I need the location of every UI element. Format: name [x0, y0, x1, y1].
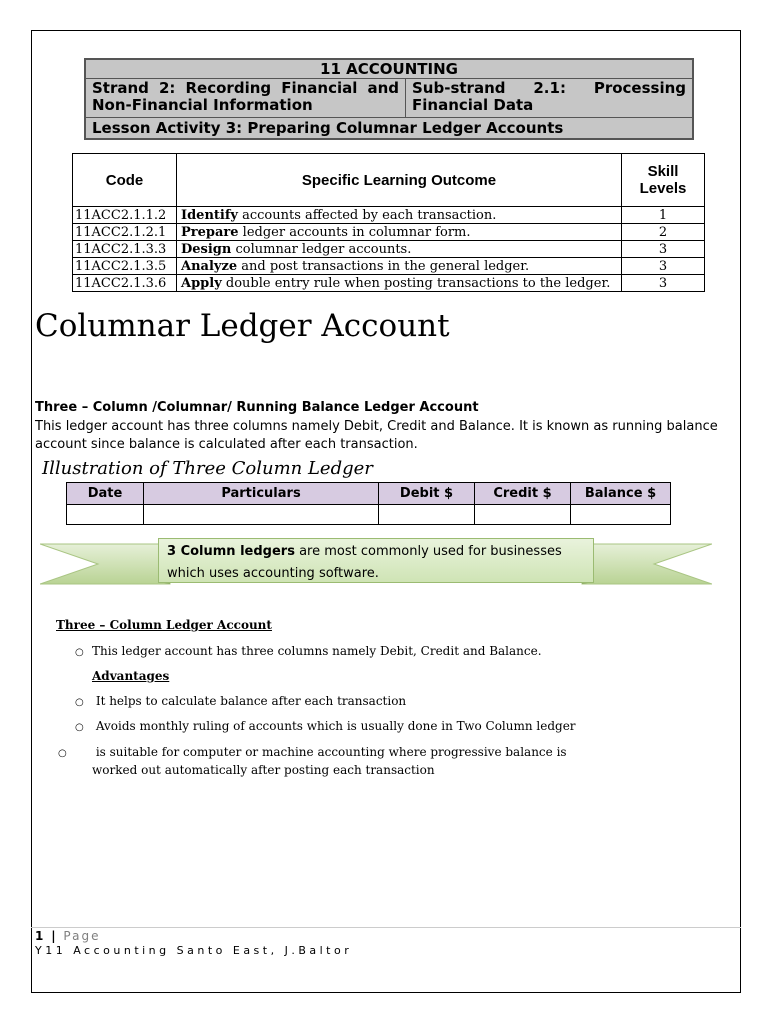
- skill-level: 3: [622, 258, 705, 275]
- outcome-rest: columnar ledger accounts.: [231, 241, 412, 257]
- outcome-rest: accounts affected by each transaction.: [237, 207, 497, 223]
- skill-level: 3: [622, 241, 705, 258]
- intro-paragraph: This ledger account has three columns namely Debit, Credit and Balance. It is known as running balance account since balance is calculated after each transaction.: [35, 419, 718, 452]
- strand-label: Strand 2: Recording Financial and Non-Financial Information: [86, 79, 406, 117]
- table-row: [73, 275, 705, 292]
- particulars-column-header: Particulars: [144, 483, 379, 505]
- advantage-text: is suitable for computer or machine accounting where progressive balance is worked out automatically after posting each transaction: [92, 745, 567, 777]
- ledger-header-row: [67, 483, 671, 505]
- advantage-text: Avoids monthly ruling of accounts which is usually done in Two Column ledger: [95, 719, 576, 733]
- skill-levels-header-text: Skill Levels: [639, 163, 687, 197]
- outcome-verb: Prepare: [181, 224, 239, 240]
- skill-level: 3: [622, 275, 705, 292]
- illustration-title: Illustration of Three Column Ledger: [42, 458, 373, 479]
- outcome-verb: Identify: [181, 207, 238, 223]
- lesson-activity: Lesson Activity 3: Preparing Columnar Ledger Accounts: [92, 119, 564, 137]
- subject-title: 11 ACCOUNTING: [86, 60, 692, 79]
- outcome-text: [177, 241, 622, 258]
- page-number: [35, 929, 100, 943]
- outcome-header: Specific Learning Outcome: [177, 154, 622, 207]
- ledger-empty-row: [67, 505, 671, 525]
- outcome-verb: Analyze: [181, 258, 238, 274]
- page-separator: |: [51, 929, 58, 943]
- learning-outcomes-table: [72, 153, 705, 292]
- strand-row: [86, 79, 692, 118]
- list-item: [75, 644, 542, 658]
- outcome-rest: ledger accounts in columnar form.: [238, 224, 471, 240]
- advantages-label: Advantages: [92, 669, 170, 683]
- outcome-text: [177, 224, 622, 241]
- advantage-text: It helps to calculate balance after each transaction: [95, 694, 407, 708]
- bullet-circle-icon: ○: [58, 748, 67, 759]
- footer-divider: [31, 927, 741, 928]
- three-column-ledger-table: [66, 482, 671, 525]
- outcome-code: 11ACC2.1.2.1: [73, 224, 177, 241]
- ledger-cell: [475, 505, 571, 525]
- outcome-text: [177, 207, 622, 224]
- page-number-value: 1: [35, 929, 46, 943]
- ledger-cell: [379, 505, 475, 525]
- outcome-code: 11ACC2.1.3.5: [73, 258, 177, 275]
- list-item: [75, 719, 576, 733]
- outcome-rest: double entry rule when posting transactions to the ledger.: [221, 275, 611, 291]
- section-heading: Three – Column /Columnar/ Running Balance Ledger Account: [35, 400, 479, 415]
- debit-column-header: Debit $: [379, 483, 475, 505]
- lesson-header: [84, 58, 694, 140]
- table-row: [73, 241, 705, 258]
- table-row: [73, 224, 705, 241]
- footer-document-info: Y11 Accounting Santo East, J.Baltor: [35, 944, 353, 957]
- ledger-cell: [144, 505, 379, 525]
- outcome-text: [177, 275, 622, 292]
- balance-column-header: Balance $: [571, 483, 671, 505]
- ledger-cell: [67, 505, 144, 525]
- outcome-code: 11ACC2.1.3.6: [73, 275, 177, 292]
- page-title: Columnar Ledger Account: [35, 308, 450, 344]
- section2-title: Three – Column Ledger Account: [56, 618, 272, 632]
- outcome-verb: Design: [181, 241, 232, 257]
- bullet-circle-icon: ○: [75, 697, 84, 708]
- ledger-cell: [571, 505, 671, 525]
- banner-rest: are most commonly used for businesses which uses accounting software.: [167, 544, 562, 581]
- skill-level: 2: [622, 224, 705, 241]
- list-item: [75, 694, 406, 708]
- table-header-row: [73, 154, 705, 207]
- date-column-header: Date: [67, 483, 144, 505]
- skill-level: 1: [622, 207, 705, 224]
- outcome-code: 11ACC2.1.3.3: [73, 241, 177, 258]
- bullet-circle-icon: ○: [75, 647, 84, 658]
- outcome-rest: and post transactions in the general ledger.: [237, 258, 530, 274]
- table-row: [73, 207, 705, 224]
- page-label: Page: [63, 929, 101, 943]
- three-column-section: [56, 618, 576, 777]
- outcome-code: 11ACC2.1.1.2: [73, 207, 177, 224]
- credit-column-header: Credit $: [475, 483, 571, 505]
- outcome-verb: Apply: [181, 275, 222, 291]
- code-header: Code: [73, 154, 177, 207]
- banner-bold: 3 Column ledgers: [167, 544, 295, 559]
- bullet-text: This ledger account has three columns namely Debit, Credit and Balance.: [92, 644, 542, 658]
- table-row: [73, 258, 705, 275]
- outcome-text: [177, 258, 622, 275]
- list-item: [58, 744, 572, 779]
- ribbon-banner-text: [158, 538, 594, 583]
- bullet-circle-icon: ○: [75, 722, 84, 733]
- substrand-label: Sub-strand 2.1: Processing Financial Data: [412, 79, 686, 114]
- skill-levels-header: [622, 154, 705, 207]
